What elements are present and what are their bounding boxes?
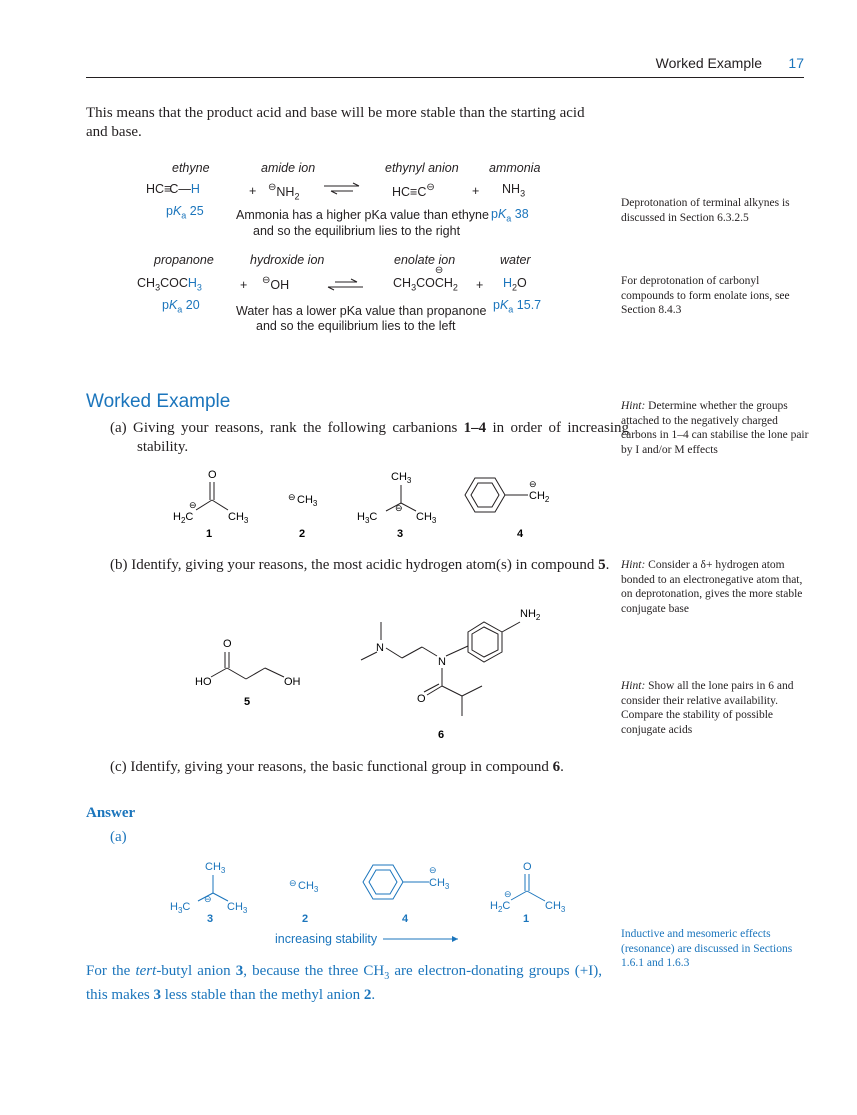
svg-text:O: O <box>208 469 217 481</box>
page-header <box>86 55 804 78</box>
answer-compound-2 <box>289 878 319 925</box>
margin-hint-3: Hint: Show all the lone pairs in 6 and consider their relative availability. Compare the stability of possible conjugate acids <box>621 680 794 736</box>
svg-text:CH3: $CH_3$ <box>205 861 226 875</box>
eq1-plus-2: + <box>472 184 480 198</box>
svg-text:5: 5 <box>244 696 251 708</box>
eq1-note-line2: and so the equilibrium lies to the right <box>253 224 461 238</box>
svg-text:CH3: $CH_3$ <box>429 877 450 891</box>
page-number: 17 <box>788 55 804 71</box>
svg-text:3: 3 <box>397 528 404 540</box>
svg-text:⊖: ⊖ <box>289 878 297 888</box>
compound-6 <box>361 608 541 741</box>
question-part-a: (a) Giving your reasons, rank the following carbanions 1–4 in order of increasing stability. <box>110 420 629 455</box>
eq2-enolate: $CH_3COC$ ⊖ $H_2$ <box>393 265 458 293</box>
eq1-note-line1: Ammonia has a higher pKa value than ethyne <box>236 208 489 222</box>
svg-text:⊖: ⊖ <box>189 500 197 510</box>
eq1-ethynyl-anion: HC≡C⊖ <box>392 182 435 199</box>
svg-text:CH3: $CH_3$ <box>416 511 437 525</box>
svg-text:HO: HO <box>195 676 212 688</box>
svg-text:4: 4 <box>402 913 409 925</box>
eq1-pka-left: $pK_a$ 25 <box>166 204 204 221</box>
svg-text:CH3: $CH_3$ <box>545 900 566 914</box>
svg-text:4: 4 <box>517 528 524 540</box>
compounds-5-6-structures <box>180 600 580 745</box>
eq2-label-enolate: enolate ion <box>394 253 456 267</box>
compound-5 <box>195 638 301 708</box>
eq1-amide: $^⊖NH_2$ <box>268 182 300 202</box>
carbanions-1-4-structures <box>160 465 580 545</box>
eq1-label-amide: amide ion <box>261 161 316 175</box>
worked-example-title: Worked Example <box>86 391 231 412</box>
svg-text:2: 2 <box>299 528 306 540</box>
svg-text:CH3: $CH_3$ <box>228 511 249 525</box>
answer-part-label: (a) <box>110 829 127 845</box>
svg-text:⊖: ⊖ <box>529 479 537 489</box>
svg-text:OH: OH <box>284 676 301 688</box>
answer-title: Answer <box>86 805 136 821</box>
margin-note-alkynes: Deprotonation of terminal alkynes is discussed in Section 6.3.2.5 <box>621 197 790 224</box>
svg-text:CH3: $CH_3$ <box>227 901 248 915</box>
svg-text:H3C: $H_3C$ <box>357 511 378 525</box>
eq1-pka-right: $pK_a$ 38 <box>491 207 529 224</box>
svg-text:⊖: ⊖ <box>288 492 296 502</box>
answer-compound-4 <box>363 865 450 925</box>
svg-text:O: O <box>417 693 426 705</box>
margin-hint-2: Hint: Consider a δ+ hydrogen atom bonded to an electronegative atom that, on deprotonation, gives the more stable conjugate base <box>621 559 803 615</box>
eq2-note-line2: and so the equilibrium lies to the left <box>256 319 456 333</box>
svg-text:⊖: ⊖ <box>504 889 512 899</box>
svg-text:H2C: $H_2C$ <box>490 900 511 914</box>
eq2-pka-left: $pK_a$ 20 <box>162 298 200 315</box>
intro-paragraph: This means that the product acid and base will be more stable than the starting acid and base. <box>86 105 585 140</box>
eq2-note-line1: Water has a lower pKa value than propanone <box>236 304 487 318</box>
eq2-water: $H_2O$ <box>503 276 527 293</box>
svg-text:2: 2 <box>302 913 309 925</box>
svg-text:1: 1 <box>523 913 530 925</box>
question-part-c: (c) Identify, giving your reasons, the basic functional group in compound 6. <box>110 759 564 775</box>
svg-text:N: N <box>376 642 384 654</box>
compound-4 <box>465 478 550 540</box>
answer-paragraph: For the tert-butyl anion 3, because the three $CH_3$ are electron-donating groups (+I), this makes 3 less stable than the methyl anion 2. <box>86 963 602 1003</box>
compound-1 <box>173 469 249 540</box>
answer-compound-1 <box>490 861 566 925</box>
eq1-ammonia: $NH_3$ <box>502 182 526 199</box>
svg-text:6: 6 <box>438 729 445 741</box>
svg-text:O: O <box>223 638 232 650</box>
eq1-label-ethyne: ethyne <box>172 161 210 175</box>
svg-text:O: O <box>523 861 532 873</box>
eq1-equilibrium-arrow <box>323 180 361 196</box>
compound-3 <box>357 471 437 540</box>
answer-compound-3 <box>170 861 248 925</box>
eq2-propanone: $CH_3COCH_3$ <box>137 276 202 293</box>
eq2-label-hydroxide: hydroxide ion <box>250 253 325 267</box>
svg-text:N: N <box>438 656 446 668</box>
eq2-label-propanone: propanone <box>154 253 214 267</box>
svg-text:H2C: $H_2C$ <box>173 511 194 525</box>
svg-text:3: 3 <box>207 913 214 925</box>
svg-text:CH3: $CH_3$ <box>298 880 319 894</box>
svg-text:⊖: ⊖ <box>204 894 212 904</box>
eq1-label-ammonia: ammonia <box>489 161 541 175</box>
margin-hint-1: Hint: Determine whether the groups attached to the negatively charged carbons in 1–4 can stabilise the lone pair by I and/or M effects <box>621 400 809 456</box>
increasing-stability-label: increasing stability <box>275 932 378 946</box>
svg-text:CH3: $CH_3$ <box>297 494 318 508</box>
svg-text:1: 1 <box>206 528 213 540</box>
compound-2 <box>288 492 318 540</box>
svg-text:CH2: $CH_2$ <box>529 490 550 504</box>
eq2-plus-2: + <box>476 278 484 292</box>
svg-text:NH2: $NH_2$ <box>520 608 541 622</box>
svg-text:⊖: ⊖ <box>395 503 403 513</box>
eq2-pka-right: $pK_a$ 15.7 <box>493 298 542 315</box>
eq2-hydroxide: ⊖OH <box>262 275 290 292</box>
margin-note-effects: Inductive and mesomeric effects (resonance) are discussed in Sections 1.6.1 and 1.6.3 <box>621 928 793 969</box>
svg-text:⊖: ⊖ <box>429 865 437 875</box>
question-part-b: (b) Identify, giving your reasons, the most acidic hydrogen atom(s) in compound 5. <box>110 557 610 573</box>
eq1-plus-1: + <box>249 184 257 198</box>
eq1-label-ethynyl: ethynyl anion <box>385 161 459 175</box>
eq2-label-water: water <box>500 253 531 267</box>
running-section-title: Worked Example <box>655 55 762 71</box>
svg-text:H3C: $H_3C$ <box>170 901 191 915</box>
svg-text:CH3: $CH_3$ <box>391 471 412 485</box>
margin-note-enolates: For deprotonation of carbonyl compounds to form enolate ions, see Section 8.4.3 <box>621 275 790 316</box>
eq1-ethyne: HC≡C—H <box>146 182 200 196</box>
eq2-plus-1: + <box>240 278 248 292</box>
eq2-equilibrium-arrow <box>327 276 365 292</box>
